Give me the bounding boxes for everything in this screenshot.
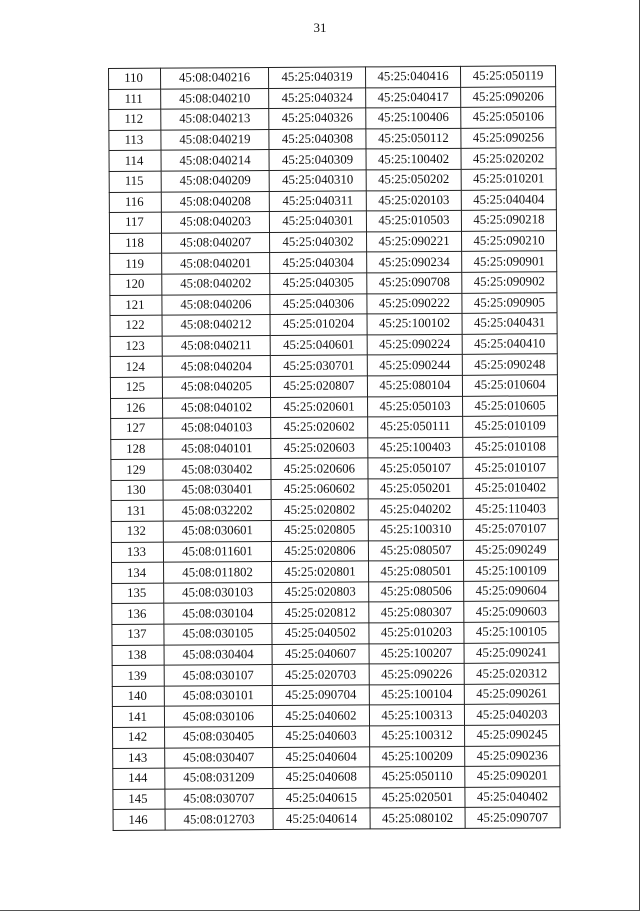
table-row <box>109 107 556 130</box>
cadastral-number-cell: 45:25:030701 <box>270 355 367 376</box>
cadastral-number-cell: 45:25:090234 <box>367 252 462 273</box>
cadastral-number-cell: 45:25:040305 <box>270 273 367 294</box>
row-number-cell: 126 <box>111 398 163 419</box>
cadastral-number-cell: 45:25:100310 <box>368 519 463 540</box>
cadastral-number-cell: 45:25:090604 <box>464 581 559 602</box>
row-number-cell: 127 <box>111 418 163 439</box>
cadastral-number-cell: 45:25:020606 <box>271 458 368 479</box>
cadastral-number-cell: 45:08:040207 <box>162 232 270 253</box>
cadastral-number-cell: 45:25:100207 <box>369 643 464 664</box>
cadastral-number-cell: 45:25:050110 <box>370 767 465 788</box>
cadastral-number-cell: 45:25:090245 <box>465 725 560 746</box>
cadastral-number-cell: 45:25:080307 <box>369 602 464 623</box>
cadastral-number-cell: 45:25:010402 <box>463 478 558 499</box>
cadastral-number-cell: 45:08:030707 <box>165 788 273 809</box>
table-row <box>112 642 559 665</box>
row-number-cell: 118 <box>110 233 162 254</box>
cadastral-number-cell: 45:25:040326 <box>269 108 366 129</box>
cadastral-number-cell: 45:25:040306 <box>270 293 367 314</box>
row-number-cell: 119 <box>110 254 162 275</box>
cadastral-number-cell: 45:08:040219 <box>161 129 269 150</box>
cadastral-number-cell: 45:08:040203 <box>161 212 269 233</box>
cadastral-number-cell: 45:25:090704 <box>272 685 369 706</box>
table-row <box>111 436 558 459</box>
cadastral-number-cell: 45:25:100109 <box>464 560 559 581</box>
cadastral-number-cell: 45:25:100313 <box>369 705 464 726</box>
table-row <box>112 663 559 686</box>
cadastral-number-cell: 45:25:010108 <box>463 436 558 457</box>
row-number-cell: 134 <box>112 562 164 583</box>
cadastral-number-cell: 45:25:090221 <box>367 231 462 252</box>
row-number-cell: 138 <box>112 645 164 666</box>
cadastral-number-cell: 45:25:100406 <box>366 108 461 129</box>
cadastral-number-cell: 45:25:010107 <box>463 457 558 478</box>
cadastral-number-cell: 45:25:090708 <box>367 272 462 293</box>
cadastral-number-cell: 45:25:040302 <box>270 232 367 253</box>
cadastral-number-cell: 45:25:040502 <box>272 623 369 644</box>
cadastral-number-cell: 45:25:020602 <box>271 417 368 438</box>
cadastral-number-cell: 45:25:040615 <box>273 788 370 809</box>
cadastral-number-cell: 45:25:040324 <box>269 88 366 109</box>
table-row <box>111 416 558 439</box>
cadastral-number-cell: 45:08:030601 <box>163 521 271 542</box>
cadastral-number-cell: 45:25:090261 <box>464 684 559 705</box>
row-number-cell: 128 <box>111 439 163 460</box>
row-number-cell: 131 <box>111 501 163 522</box>
table-row <box>109 189 556 212</box>
row-number-cell: 135 <box>112 583 164 604</box>
cadastral-number-cell: 45:08:040212 <box>162 315 270 336</box>
cadastral-number-cell: 45:25:050111 <box>368 416 463 437</box>
table-row <box>112 601 559 624</box>
cadastral-number-cell: 45:25:100102 <box>367 313 462 334</box>
row-number-cell: 113 <box>109 130 161 151</box>
cadastral-number-cell: 45:08:030401 <box>163 479 271 500</box>
table-row <box>112 704 559 727</box>
table-row <box>109 128 556 151</box>
cadastral-number-cell: 45:25:090222 <box>367 293 462 314</box>
cadastral-number-cell: 45:08:011601 <box>163 541 271 562</box>
cadastral-number-cell: 45:25:090210 <box>462 231 557 252</box>
cadastral-number-cell: 45:25:040416 <box>365 66 460 87</box>
cadastral-number-cell: 45:08:040211 <box>162 335 270 356</box>
table-row <box>111 519 558 542</box>
cadastral-number-cell: 45:25:100209 <box>370 746 465 767</box>
cadastral-number-cell: 45:25:090241 <box>464 642 559 663</box>
cadastral-number-cell: 45:08:040204 <box>162 356 270 377</box>
cadastral-number-cell: 45:25:020501 <box>370 787 465 808</box>
cadastral-number-cell: 45:08:012703 <box>165 809 273 830</box>
row-number-cell: 115 <box>109 171 161 192</box>
row-number-cell: 146 <box>113 810 165 831</box>
cadastral-number-cell: 45:25:040404 <box>461 189 556 210</box>
cadastral-number-cell: 45:25:020703 <box>272 664 369 685</box>
cadastral-number-cell: 45:25:070107 <box>463 519 558 540</box>
cadastral-number-cell: 45:08:040103 <box>163 418 271 439</box>
cadastral-number-cell: 45:08:040102 <box>163 397 271 418</box>
cadastral-number-cell: 45:25:010201 <box>461 169 556 190</box>
row-number-cell: 123 <box>110 336 162 357</box>
cadastral-number-cell: 45:25:090905 <box>462 292 557 313</box>
cadastral-number-cell: 45:25:090218 <box>461 210 556 231</box>
cadastral-number-cell: 45:25:040601 <box>270 335 367 356</box>
cadastral-number-cell: 45:08:031209 <box>165 768 273 789</box>
row-number-cell: 112 <box>109 109 161 130</box>
cadastral-number-cell: 45:25:050112 <box>366 128 461 149</box>
table-row <box>110 333 557 356</box>
row-number-cell: 143 <box>113 748 165 769</box>
cadastral-number-cell: 45:25:090206 <box>461 86 556 107</box>
table-row <box>112 622 559 645</box>
row-number-cell: 142 <box>113 727 165 748</box>
table-row <box>113 766 560 789</box>
cadastral-number-cell: 45:25:020806 <box>271 541 368 562</box>
table-body <box>109 66 561 831</box>
row-number-cell: 130 <box>111 480 163 501</box>
cadastral-number-cell: 45:25:010204 <box>270 314 367 335</box>
table-row <box>110 375 557 398</box>
cadastral-number-cell: 45:08:040214 <box>161 150 269 171</box>
cadastral-number-cell: 45:08:030106 <box>164 706 272 727</box>
cadastral-number-cell: 45:25:090236 <box>465 745 560 766</box>
cadastral-number-cell: 45:25:090226 <box>369 664 464 685</box>
cadastral-number-cell: 45:25:080507 <box>368 540 463 561</box>
row-number-cell: 120 <box>110 274 162 295</box>
cadastral-number-cell: 45:08:040201 <box>162 253 270 274</box>
cadastral-number-cell: 45:25:080102 <box>370 808 465 829</box>
table-row <box>109 148 556 171</box>
table-row <box>113 787 560 810</box>
cadastral-number-cell: 45:25:040417 <box>366 87 461 108</box>
table-row <box>112 581 559 604</box>
cadastral-number-cell: 45:25:020801 <box>272 561 369 582</box>
table-row <box>110 354 557 377</box>
cadastral-number-cell: 45:25:010604 <box>462 375 557 396</box>
table-row <box>111 395 558 418</box>
table-row <box>111 457 558 480</box>
cadastral-number-cell: 45:08:030103 <box>164 582 272 603</box>
row-number-cell: 111 <box>109 89 161 110</box>
cadastral-number-cell: 45:08:032202 <box>163 500 271 521</box>
row-number-cell: 141 <box>112 707 164 728</box>
table-row <box>110 272 557 295</box>
row-number-cell: 114 <box>109 151 161 172</box>
table-row <box>109 169 556 192</box>
cadastral-number-cell: 45:08:030105 <box>164 624 272 645</box>
cadastral-number-cell: 45:25:090249 <box>463 539 558 560</box>
cadastral-number-cell: 45:08:040206 <box>162 294 270 315</box>
cadastral-number-cell: 45:25:020103 <box>366 190 461 211</box>
table-row <box>113 807 560 830</box>
cadastral-number-cell: 45:25:090256 <box>461 128 556 149</box>
cadastral-number-cell: 45:25:020812 <box>272 602 369 623</box>
cadastral-number-cell: 45:25:040607 <box>272 644 369 665</box>
cadastral-number-cell: 45:25:080501 <box>369 561 464 582</box>
table-row <box>109 66 556 89</box>
table-row <box>112 560 559 583</box>
table-row <box>111 478 558 501</box>
cadastral-number-cell: 45:25:080506 <box>369 581 464 602</box>
cadastral-number-cell: 45:25:040304 <box>270 252 367 273</box>
row-number-cell: 117 <box>109 212 161 233</box>
row-number-cell: 137 <box>112 624 164 645</box>
cadastral-number-cell: 45:25:090902 <box>462 272 557 293</box>
cadastral-number-cell: 45:25:080104 <box>367 375 462 396</box>
cadastral-number-cell: 45:25:100105 <box>464 622 559 643</box>
cadastral-number-cell: 45:25:050201 <box>368 478 463 499</box>
row-number-cell: 144 <box>113 768 165 789</box>
row-number-cell: 145 <box>113 789 165 810</box>
table-row <box>109 210 556 233</box>
cadastral-number-cell: 45:08:040209 <box>161 170 269 191</box>
cadastral-number-cell: 45:25:050103 <box>368 396 463 417</box>
table-row <box>111 539 558 562</box>
cadastral-number-cell: 45:25:010605 <box>463 395 558 416</box>
cadastral-number-cell: 45:08:040210 <box>161 88 269 109</box>
cadastral-number-cell: 45:08:040101 <box>163 438 271 459</box>
cadastral-number-cell: 45:25:100403 <box>368 437 463 458</box>
row-number-cell: 129 <box>111 459 163 480</box>
cadastral-number-cell: 45:08:011802 <box>164 562 272 583</box>
cadastral-number-cell: 45:08:030402 <box>163 459 271 480</box>
cadastral-number-cell: 45:25:040310 <box>269 170 366 191</box>
table-row <box>111 498 558 521</box>
cadastral-number-cell: 45:25:020805 <box>271 520 368 541</box>
cadastral-number-cell: 45:25:100104 <box>369 684 464 705</box>
cadastral-number-cell: 45:25:040308 <box>269 129 366 150</box>
row-number-cell: 125 <box>110 377 162 398</box>
cadastral-number-cell: 45:25:090248 <box>462 354 557 375</box>
cadastral-number-cell: 45:08:040213 <box>161 109 269 130</box>
table-row <box>112 684 559 707</box>
cadastral-number-cell: 45:08:030405 <box>165 727 273 748</box>
table-row <box>110 313 557 336</box>
row-number-cell: 136 <box>112 604 164 625</box>
cadastral-number-cell: 45:25:020802 <box>271 499 368 520</box>
cadastral-number-cell: 45:25:020603 <box>271 438 368 459</box>
cadastral-number-cell: 45:08:030107 <box>164 665 272 686</box>
cadastral-number-cell: 45:25:020312 <box>464 663 559 684</box>
cadastral-number-cell: 45:25:010203 <box>369 622 464 643</box>
row-number-cell: 133 <box>111 542 163 563</box>
row-number-cell: 132 <box>111 521 163 542</box>
cadastral-number-cell: 45:08:040216 <box>161 68 269 89</box>
cadastral-number-cell: 45:25:040614 <box>273 808 370 829</box>
cadastral-number-cell: 45:25:040608 <box>273 767 370 788</box>
cadastral-number-cell: 45:25:040602 <box>272 705 369 726</box>
cadastral-number-cell: 45:25:040604 <box>273 747 370 768</box>
cadastral-number-cell: 45:25:010109 <box>463 416 558 437</box>
cadastral-number-cell: 45:25:040431 <box>462 313 557 334</box>
cadastral-number-cell: 45:25:090707 <box>465 807 560 828</box>
cadastral-number-cell: 45:25:040309 <box>269 149 366 170</box>
cadastral-number-cell: 45:25:020601 <box>271 396 368 417</box>
table-row <box>113 725 560 748</box>
cadastral-number-cell: 45:25:110403 <box>463 498 558 519</box>
cadastral-number-cell: 45:25:100402 <box>366 149 461 170</box>
cadastral-number-cell: 45:25:020807 <box>270 376 367 397</box>
cadastral-number-cell: 45:25:040301 <box>269 211 366 232</box>
cadastral-number-cell: 45:25:040603 <box>273 726 370 747</box>
cadastral-number-cell: 45:08:040205 <box>162 376 270 397</box>
cadastral-number-cell: 45:08:030104 <box>164 603 272 624</box>
row-number-cell: 121 <box>110 295 162 316</box>
cadastral-number-cell: 45:25:050119 <box>460 66 555 87</box>
table-row <box>110 251 557 274</box>
table-row <box>110 292 557 315</box>
cadastral-number-cell: 45:25:090901 <box>462 251 557 272</box>
cadastral-number-cell: 45:25:050202 <box>366 169 461 190</box>
cadastral-number-cell: 45:25:040410 <box>462 333 557 354</box>
cadastral-table <box>108 65 561 831</box>
cadastral-number-cell: 45:25:040319 <box>269 67 366 88</box>
row-number-cell: 140 <box>112 686 164 707</box>
cadastral-number-cell: 45:25:090224 <box>367 334 462 355</box>
cadastral-number-cell: 45:25:050106 <box>461 107 556 128</box>
cadastral-number-cell: 45:25:090244 <box>367 355 462 376</box>
cadastral-number-cell: 45:25:040203 <box>464 704 559 725</box>
table-row <box>110 231 557 254</box>
row-number-cell: 139 <box>112 665 164 686</box>
cadastral-number-cell: 45:08:040202 <box>162 273 270 294</box>
row-number-cell: 124 <box>110 356 162 377</box>
cadastral-number-cell: 45:25:020803 <box>272 582 369 603</box>
cadastral-number-cell: 45:08:030101 <box>164 685 272 706</box>
cadastral-number-cell: 45:25:040402 <box>465 787 560 808</box>
row-number-cell: 116 <box>109 192 161 213</box>
cadastral-number-cell: 45:25:040311 <box>269 190 366 211</box>
cadastral-number-cell: 45:08:040208 <box>161 191 269 212</box>
cadastral-number-cell: 45:25:100312 <box>370 725 465 746</box>
cadastral-number-cell: 45:25:060602 <box>271 479 368 500</box>
cadastral-number-cell: 45:25:020202 <box>461 148 556 169</box>
cadastral-number-cell: 45:25:010503 <box>366 211 461 232</box>
cadastral-number-cell: 45:25:050107 <box>368 458 463 479</box>
table-row <box>109 86 556 109</box>
row-number-cell: 110 <box>109 68 161 89</box>
cadastral-number-cell: 45:08:030404 <box>164 644 272 665</box>
table-row <box>113 745 560 768</box>
cadastral-number-cell: 45:25:090201 <box>465 766 560 787</box>
cadastral-number-cell: 45:25:040202 <box>368 499 463 520</box>
cadastral-number-cell: 45:08:030407 <box>165 747 273 768</box>
page-number: 31 <box>313 20 327 35</box>
cadastral-number-cell: 45:25:090603 <box>464 601 559 622</box>
row-number-cell: 122 <box>110 315 162 336</box>
